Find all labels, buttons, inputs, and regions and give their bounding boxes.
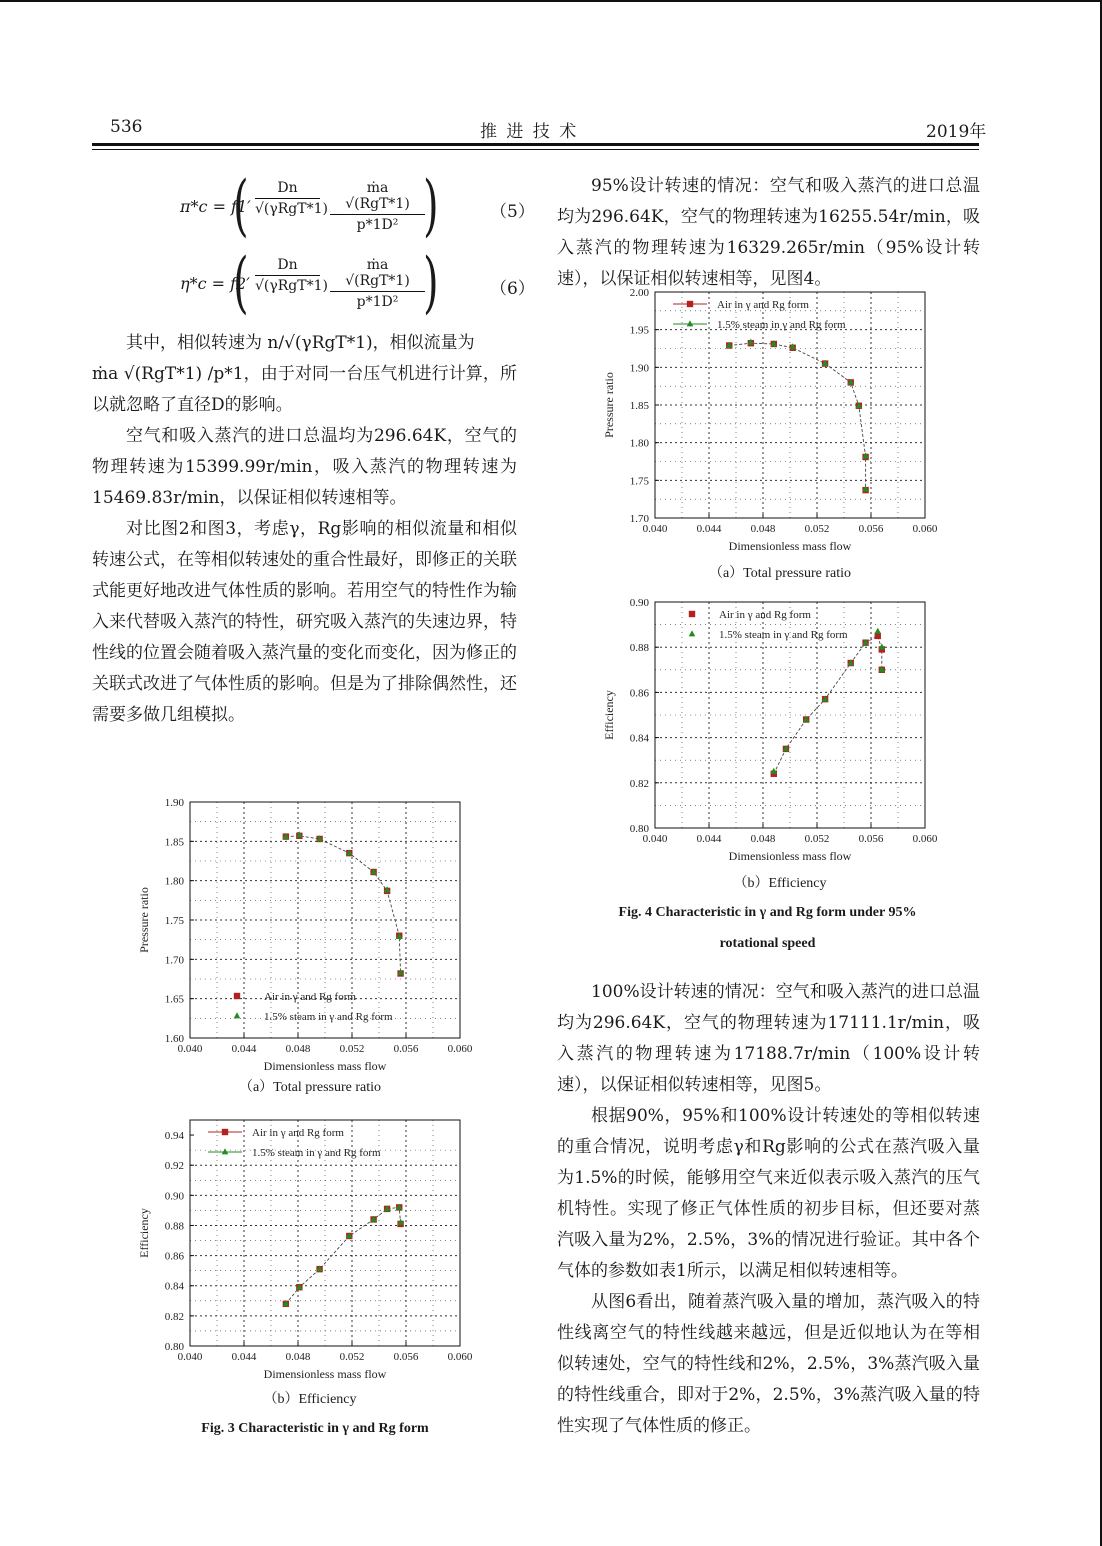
year: 2019年 xyxy=(926,122,987,142)
journal-title: 推 进 技 术 xyxy=(480,122,579,142)
legend-marker-air xyxy=(222,1129,228,1135)
y-tick-label: 0.82 xyxy=(164,1310,184,1323)
legend-marker-steam xyxy=(689,630,696,636)
x-tick-label: 0.040 xyxy=(642,833,668,845)
x-tick-label: 0.044 xyxy=(696,833,722,845)
x-tick-label: 0.060 xyxy=(912,833,938,845)
y-tick-label: 1.75 xyxy=(164,915,184,927)
y-tick-label: 2.00 xyxy=(629,287,649,299)
x-tick-label: 0.056 xyxy=(858,833,884,845)
legend-label: Air in γ and Rg form xyxy=(264,991,356,1003)
fig4a-svg xyxy=(585,280,945,560)
legend-label: 1.5% steam in γ and Rg form xyxy=(264,1011,393,1023)
legend-marker-steam xyxy=(234,1012,241,1018)
y-axis-label: Efficiency xyxy=(137,1208,151,1258)
legend-marker-air xyxy=(687,301,693,307)
y-tick-label: 0.86 xyxy=(629,687,649,700)
fig4-caption xyxy=(580,897,955,959)
x-tick-label: 0.060 xyxy=(447,1043,473,1055)
legend-label: 1.5% steam in γ and Rg form xyxy=(252,1147,381,1159)
legend-label: 1.5% steam in γ and Rg form xyxy=(717,319,846,331)
y-axis-label: Efficiency xyxy=(602,690,616,740)
y-tick-label: 1.85 xyxy=(164,836,184,849)
x-tick-label: 0.056 xyxy=(393,1043,419,1055)
y-tick-label: 0.88 xyxy=(164,1220,184,1233)
x-tick-label: 0.040 xyxy=(177,1351,203,1363)
eq6-frac1-num: Dn xyxy=(255,257,320,276)
header-rule-thin xyxy=(92,149,979,150)
y-tick-label: 0.82 xyxy=(629,777,649,790)
eq6-rparen: ) xyxy=(423,244,439,321)
fig4-caption-line1: Fig. 4 Characteristic in γ and Rg form under 95% xyxy=(618,905,917,920)
fig3b-svg xyxy=(120,1108,480,1388)
eq6-lhs: η*c = f2′ xyxy=(180,274,250,293)
left-paragraph-3: 对比图2和图3，考虑γ，Rg影响的相似流量和相似转速公式，在等相似转速处的重合性最好，即修正的关联式能更好地改进气体性质的影响。若用空气的特性作为输入来代替吸入蒸汽的特性，研究吸入蒸汽的失速边界，特性线的位置会随着吸入蒸汽量的变化而变化，因为修正的关联式改进了气体性质的影响。但是为了排除偶然性，还需要多做几组模拟。 xyxy=(92,519,517,725)
right-paragraph-2: 100%设计转速的情况：空气和吸入蒸汽的进口总温均为296.64K，空气的物理转速为17111.1r/min，吸入蒸汽的物理转速为17188.7r/min（100%设计转速），以保证相似转速相等，见图5。 xyxy=(557,982,980,1095)
legend-label: 1.5% steam in γ and Rg form xyxy=(719,629,848,641)
y-tick-label: 0.86 xyxy=(164,1250,184,1263)
eq6-lparen: ( xyxy=(233,244,249,321)
series-line-fit xyxy=(774,636,882,774)
y-tick-label: 0.84 xyxy=(164,1280,184,1293)
eq5-frac1-den: √(γRgT*1) xyxy=(255,201,328,217)
y-tick-label: 1.90 xyxy=(629,362,649,375)
y-tick-label: 1.60 xyxy=(164,1033,184,1045)
x-tick-label: 0.048 xyxy=(285,1043,311,1055)
eq6-frac1 xyxy=(255,257,328,294)
y-tick-label: 0.88 xyxy=(629,642,649,655)
y-tick-label: 1.75 xyxy=(629,475,649,488)
legend-marker-air xyxy=(689,611,695,617)
y-tick-label: 0.84 xyxy=(629,732,649,745)
x-tick-label: 0.052 xyxy=(804,523,830,535)
x-axis-label: Dimensionless mass flow xyxy=(263,1367,387,1381)
right-paragraph-4: 从图6看出，随着蒸汽吸入量的增加，蒸汽吸入的特性线离空气的特性线越来越远，但是近似地认为在等相似转速处，空气的特性线和2%，2.5%，3%蒸汽吸入量的特性线重合，即对于2%，2.5%，3%蒸汽吸入量的特性实现了气体性质的修正。 xyxy=(557,1292,980,1436)
fig3a-svg xyxy=(120,790,480,1080)
x-tick-label: 0.060 xyxy=(447,1351,473,1363)
legend-marker-steam xyxy=(687,320,694,326)
legend-marker-steam xyxy=(222,1148,229,1154)
fig3b-subcaption: （b）Efficiency xyxy=(263,1392,357,1407)
left-paragraph-1b: ṁa √(RgT*1) /p*1，由于对同一台压气机进行计算，所以就忽略了直径D的影响。 xyxy=(92,364,517,415)
x-tick-label: 0.048 xyxy=(285,1351,311,1363)
eq5-rparen: ) xyxy=(423,167,439,244)
fig4b-svg xyxy=(585,590,945,870)
eq5-frac2-num: ṁa √(RgT*1) xyxy=(330,180,425,215)
x-tick-label: 0.056 xyxy=(393,1351,419,1363)
fig4a-subcaption: （a）Total pressure ratio xyxy=(708,566,852,581)
y-tick-label: 1.80 xyxy=(629,437,649,450)
y-tick-label: 1.70 xyxy=(629,513,649,525)
x-tick-label: 0.052 xyxy=(339,1351,365,1363)
x-tick-label: 0.060 xyxy=(912,523,938,535)
x-tick-label: 0.044 xyxy=(696,523,722,535)
eq6-frac1-den: √(γRgT*1) xyxy=(255,278,328,294)
left-paragraph-2: 空气和吸入蒸汽的进口总温均为296.64K，空气的物理转速为15399.99r/min，吸入蒸汽的物理转速为15469.83r/min，以保证相似转速相等。 xyxy=(92,426,517,508)
fig4b-chart xyxy=(585,590,945,870)
eq5-frac2-den: p*1D² xyxy=(356,217,399,233)
y-tick-label: 0.80 xyxy=(164,1341,184,1353)
y-tick-label: 1.70 xyxy=(164,954,184,967)
x-axis-label: Dimensionless mass flow xyxy=(263,1059,387,1073)
legend-label: Air in γ and Rg form xyxy=(252,1127,344,1139)
y-tick-label: 1.90 xyxy=(164,797,184,809)
legend-marker-air xyxy=(234,993,240,999)
eq5-frac1-num: Dn xyxy=(255,180,320,199)
header-rule xyxy=(92,143,979,146)
fig4b-subcaption: （b）Efficiency xyxy=(733,876,827,891)
fig4a-chart xyxy=(585,280,945,560)
x-tick-label: 0.048 xyxy=(750,833,776,845)
x-tick-label: 0.044 xyxy=(231,1351,257,1363)
right-paragraph-1: 95%设计转速的情况：空气和吸入蒸汽的进口总温均为296.64K，空气的物理转速为16255.54r/min，吸入蒸汽的物理转速为16329.265r/min（95%设计转速），以保证相似转速相等，见图4。 xyxy=(557,176,980,289)
x-tick-label: 0.052 xyxy=(339,1043,365,1055)
eq6-frac2-num: ṁa √(RgT*1) xyxy=(330,257,425,292)
legend-label: Air in γ and Rg form xyxy=(717,299,809,311)
x-tick-label: 0.040 xyxy=(642,523,668,535)
page-border-top xyxy=(0,0,1102,2)
right-column-bottom xyxy=(557,977,980,1442)
left-paragraph-1a: 其中，相似转速为 n/√(γRgT*1)，相似流量为 xyxy=(126,333,475,353)
fig4-caption-line2: rotational speed xyxy=(719,936,816,951)
eq5-frac2 xyxy=(330,180,425,233)
x-axis-label: Dimensionless mass flow xyxy=(728,849,852,863)
eq6-frac2-den: p*1D² xyxy=(356,294,399,310)
left-column-text xyxy=(92,328,517,731)
steam-data-point xyxy=(874,628,881,634)
x-tick-label: 0.040 xyxy=(177,1043,203,1055)
fig3a-chart xyxy=(120,790,480,1080)
y-tick-label: 0.92 xyxy=(164,1160,184,1173)
series-line-fit xyxy=(729,343,865,490)
y-tick-label: 0.94 xyxy=(164,1130,184,1143)
fig3b-chart xyxy=(120,1108,480,1388)
x-tick-label: 0.056 xyxy=(858,523,884,535)
y-tick-label: 0.80 xyxy=(629,823,649,835)
y-axis-label: Pressure ratio xyxy=(602,372,616,438)
right-column-top xyxy=(557,171,980,295)
eq5-lparen: ( xyxy=(233,167,249,244)
fig3a-subcaption: （a）Total pressure ratio xyxy=(238,1080,382,1095)
eq5-lhs: π*c = f1′ xyxy=(180,197,251,216)
x-tick-label: 0.048 xyxy=(750,523,776,535)
eq5-number: （5） xyxy=(490,202,535,222)
x-axis-label: Dimensionless mass flow xyxy=(728,539,852,553)
fig3-caption: Fig. 3 Characteristic in γ and Rg form xyxy=(201,1421,429,1436)
eq6-number: （6） xyxy=(490,279,535,299)
eq6-frac2 xyxy=(330,257,425,310)
y-tick-label: 0.90 xyxy=(629,597,649,609)
y-tick-label: 1.65 xyxy=(164,993,184,1006)
y-tick-label: 1.85 xyxy=(629,400,649,412)
legend-label: Air in γ and Rg form xyxy=(719,609,811,621)
y-axis-label: Pressure ratio xyxy=(137,887,151,953)
eq5-frac1 xyxy=(255,180,328,217)
x-tick-label: 0.052 xyxy=(804,833,830,845)
page-number: 536 xyxy=(110,117,143,137)
series-line-fit xyxy=(286,836,401,974)
y-tick-label: 1.80 xyxy=(164,875,184,888)
series-line-fit xyxy=(286,1207,401,1303)
y-tick-label: 0.90 xyxy=(164,1190,184,1203)
x-tick-label: 0.044 xyxy=(231,1043,257,1055)
right-paragraph-3: 根据90%，95%和100%设计转速处的等相似转速的重合情况，说明考虑γ和Rg影响的公式在蒸汽吸入量为1.5%的时候，能够用空气来近似表示吸入蒸汽的压气机特性。实现了修正气体性质的初步目标，但还要对蒸汽吸入量为2%，2.5%，3%的情况进行验证。其中各个气体的参数如表1所示，以满足相似转速相等。 xyxy=(557,1106,980,1281)
y-tick-label: 1.95 xyxy=(629,324,649,337)
